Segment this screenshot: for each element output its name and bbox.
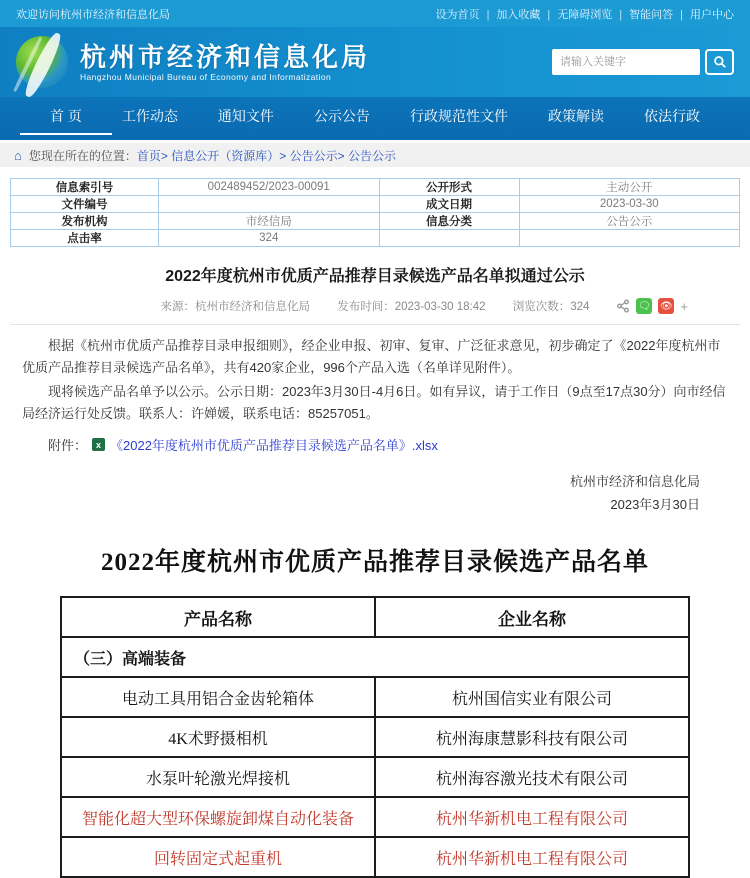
meta-label: 信息索引号	[11, 179, 159, 196]
attachment-label: 附件：	[48, 438, 88, 453]
breadcrumb-current[interactable]: 公告公示	[347, 148, 396, 163]
table-row	[61, 717, 689, 757]
search-button[interactable]	[705, 49, 734, 75]
breadcrumb-links	[137, 147, 396, 164]
doc-table-title: 2022年度杭州市优质产品推荐目录候选产品名单	[100, 549, 649, 576]
signature-block	[10, 470, 700, 516]
paragraph: 根据《杭州市优质产品推荐目录申报细则》，经企业申报、初审、复审、广泛征求意见，初步确定了《2022年度杭州市优质产品推荐目录候选产品名单》，共有420家企业，996个产品入选（名单详见附件）。	[22, 338, 721, 375]
table-row-highlighted	[61, 837, 689, 877]
weibo-icon[interactable]: 👁	[658, 298, 674, 314]
home-icon: ⌂	[14, 147, 22, 163]
section-label: （三）高端装备	[61, 637, 689, 677]
meta-value: 主动公开	[519, 179, 740, 196]
table-row	[61, 757, 689, 797]
utility-links	[436, 6, 734, 22]
breadcrumb-prefix: 您现在所在的位置：	[28, 148, 137, 163]
nav-administrative-documents[interactable]: 行政规范性文件	[409, 108, 508, 124]
table-row	[11, 213, 740, 230]
product-cell: 4K术野摄相机	[61, 717, 375, 757]
meta-label: 信息分类	[379, 213, 519, 230]
meta-value: 市经信局	[159, 213, 380, 230]
nav-policy-interpretation[interactable]: 政策解读	[547, 108, 604, 124]
page-title: 2022年度杭州市优质产品推荐目录候选产品名单拟通过公示	[165, 268, 585, 285]
company-cell: 杭州海容激光技术有限公司	[375, 757, 689, 797]
site-title: 杭州市经济和信息化局	[80, 42, 371, 72]
meta-value: 公告公示	[519, 213, 740, 230]
share-icon[interactable]	[616, 299, 630, 313]
meta-value: 324	[159, 230, 380, 247]
meta-label: 文件编号	[11, 196, 159, 213]
table-row-highlighted	[61, 797, 689, 837]
table-header-row	[61, 597, 689, 637]
meta-value	[519, 230, 740, 247]
plus-icon[interactable]: +	[680, 298, 688, 314]
meta-label: 公开形式	[379, 179, 519, 196]
paragraph: 现将候选产品名单予以公示。公示日期：2023年3月30日-4月6日。如有异议，请于工作日（9点至17点30分）向市经信局经济运行处反馈。联系人：许婵媛，联系电话：85257051。	[22, 384, 726, 421]
nav-home[interactable]: 首 页	[48, 102, 84, 135]
meta-value: 2023-03-30	[519, 196, 740, 213]
table-row	[11, 179, 740, 196]
article-meta	[10, 298, 740, 316]
breadcrumb-announcements[interactable]: 公告公示 >	[290, 149, 348, 163]
divider	[10, 324, 740, 325]
wechat-icon[interactable]: 🗨	[636, 298, 652, 314]
col-header-product: 产品名称	[61, 597, 375, 637]
site-search	[552, 49, 734, 75]
article-body	[22, 335, 728, 425]
link-add-favorite[interactable]: 加入收藏 |	[496, 6, 557, 22]
company-cell: 杭州国信实业有限公司	[375, 677, 689, 717]
table-row	[61, 677, 689, 717]
product-cell: 回转固定式起重机	[61, 837, 375, 877]
meta-label: 成文日期	[379, 196, 519, 213]
link-user-center[interactable]: 用户中心	[690, 8, 734, 21]
table-row	[11, 196, 740, 213]
site-header	[0, 27, 750, 97]
meta-value	[159, 196, 380, 213]
col-header-company: 企业名称	[375, 597, 689, 637]
site-logo-icon	[16, 36, 68, 88]
search-icon	[713, 55, 727, 69]
company-cell: 杭州华新机电工程有限公司	[375, 797, 689, 837]
link-smart-qa[interactable]: 智能问答 |	[629, 6, 690, 22]
table-row	[11, 230, 740, 247]
meta-label: 点击率	[11, 230, 159, 247]
site-title-block	[80, 42, 370, 82]
site-title-en: Hangzhou Municipal Bureau of Economy and Informatization	[80, 72, 332, 82]
article	[0, 263, 750, 516]
meta-source: 来源：杭州市经济和信息化局	[160, 301, 311, 313]
meta-label	[379, 230, 519, 247]
product-cell: 智能化超大型环保螺旋卸煤自动化装备	[61, 797, 375, 837]
nav-public-announcements[interactable]: 公示公告	[313, 108, 370, 124]
document-meta-table	[10, 178, 740, 247]
section-row	[61, 637, 689, 677]
meta-value: 002489452/2023-00091	[159, 179, 380, 196]
signature-date: 2023年3月30日	[610, 497, 700, 512]
link-set-homepage[interactable]: 设为首页 |	[436, 6, 497, 22]
meta-publish-time: 发布时间：2023-03-30 18:42	[337, 301, 486, 313]
embedded-document-image	[55, 542, 695, 878]
breadcrumb	[0, 143, 750, 167]
link-accessibility[interactable]: 无障碍浏览 |	[557, 6, 629, 22]
product-cell: 水泵叶轮激光焊接机	[61, 757, 375, 797]
xlsx-file-icon: x	[92, 438, 105, 451]
breadcrumb-home[interactable]: 首页 >	[137, 149, 171, 163]
main-nav	[0, 97, 750, 140]
attachment-row	[22, 435, 728, 454]
welcome-text: 欢迎访问杭州市经济和信息化局	[16, 8, 170, 21]
share-bar	[616, 298, 688, 314]
search-input[interactable]	[552, 49, 700, 75]
breadcrumb-info-disclosure[interactable]: 信息公开（资源库） >	[171, 149, 289, 163]
top-utility-bar	[0, 0, 750, 27]
meta-label: 发布机构	[11, 213, 159, 230]
signature-org: 杭州市经济和信息化局	[569, 474, 700, 489]
attachment-link[interactable]: 《2022年度杭州市优质产品推荐目录候选产品名单》.xlsx	[110, 438, 438, 453]
meta-views: 浏览次数：324	[512, 301, 590, 313]
nav-work-news[interactable]: 工作动态	[121, 108, 178, 124]
company-cell: 杭州华新机电工程有限公司	[375, 837, 689, 877]
company-cell: 杭州海康慧影科技有限公司	[375, 717, 689, 757]
product-cell: 电动工具用铝合金齿轮箱体	[61, 677, 375, 717]
candidate-products-table	[60, 596, 690, 878]
nav-notices[interactable]: 通知文件	[217, 108, 274, 124]
nav-lawful-administration[interactable]: 依法行政	[643, 108, 700, 124]
